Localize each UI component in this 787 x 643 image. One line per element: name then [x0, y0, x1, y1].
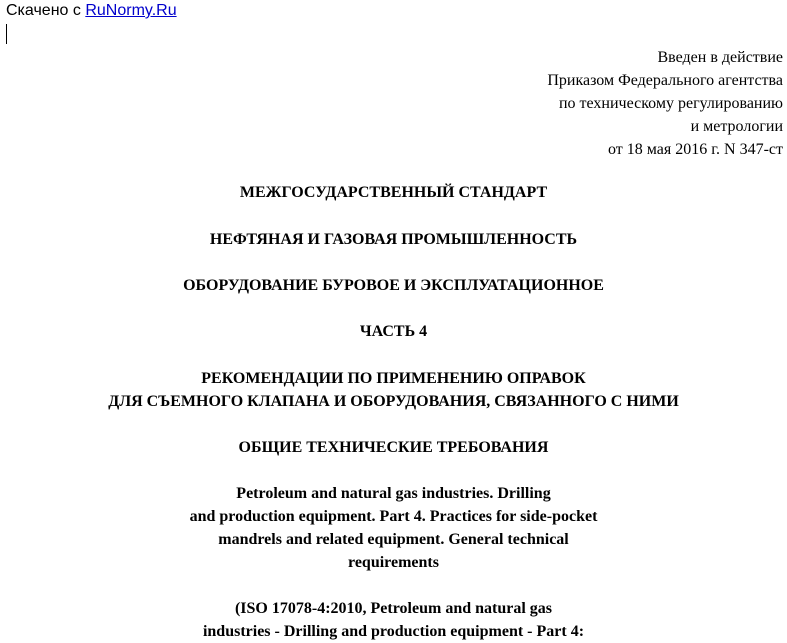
approval-line: и метрологии	[690, 118, 783, 135]
approval-line: Приказом Федерального агентства	[547, 72, 783, 89]
download-prefix-text: Скачено с	[6, 2, 81, 19]
iso-reference-line: (ISO 17078-4:2010, Petroleum and natural gas	[234, 600, 553, 617]
english-title-line: Petroleum and natural gas industries. Drilling	[236, 485, 551, 502]
recommendations-heading	[0, 367, 787, 413]
iso-reference-block	[0, 597, 787, 643]
english-title-line: mandrels and related equipment. General technical	[218, 531, 569, 548]
runormy-link[interactable]: RuNormy.Ru	[85, 2, 177, 19]
english-title-line: and production equipment. Part 4. Practices for side-pocket	[189, 508, 598, 525]
equipment-heading	[0, 274, 787, 297]
industry-heading	[0, 228, 787, 251]
part-text: ЧАСТЬ 4	[359, 323, 428, 340]
standard-type-heading	[0, 181, 787, 204]
text-cursor	[6, 24, 7, 44]
recommendations-line: ДЛЯ СЪЕМНОГО КЛАПАНА И ОБОРУДОВАНИЯ, СВЯЗАННОГО С НИМИ	[108, 393, 679, 410]
download-source-line	[6, 0, 177, 22]
english-title-line: requirements	[348, 554, 439, 571]
iso-reference-line: industries - Drilling and production equipment - Part 4:	[202, 623, 585, 640]
recommendations-line: РЕКОМЕНДАЦИИ ПО ПРИМЕНЕНИЮ ОПРАВОК	[201, 370, 586, 387]
part-heading	[0, 320, 787, 343]
approval-block	[547, 46, 783, 161]
english-title-block	[0, 482, 787, 574]
general-requirements-heading	[0, 436, 787, 459]
equipment-text: ОБОРУДОВАНИЕ БУРОВОЕ И ЭКСПЛУАТАЦИОННОЕ	[183, 277, 604, 294]
standard-type-text: МЕЖГОСУДАРСТВЕННЫЙ СТАНДАРТ	[239, 184, 548, 201]
general-requirements-text: ОБЩИЕ ТЕХНИЧЕСКИЕ ТРЕБОВАНИЯ	[238, 439, 549, 456]
industry-text: НЕФТЯНАЯ И ГАЗОВАЯ ПРОМЫШЛЕННОСТЬ	[209, 231, 578, 248]
approval-line: Введен в действие	[657, 49, 783, 66]
approval-line: по техническому регулированию	[558, 95, 783, 112]
approval-date-line: от 18 мая 2016 г. N 347-ст	[608, 141, 783, 158]
